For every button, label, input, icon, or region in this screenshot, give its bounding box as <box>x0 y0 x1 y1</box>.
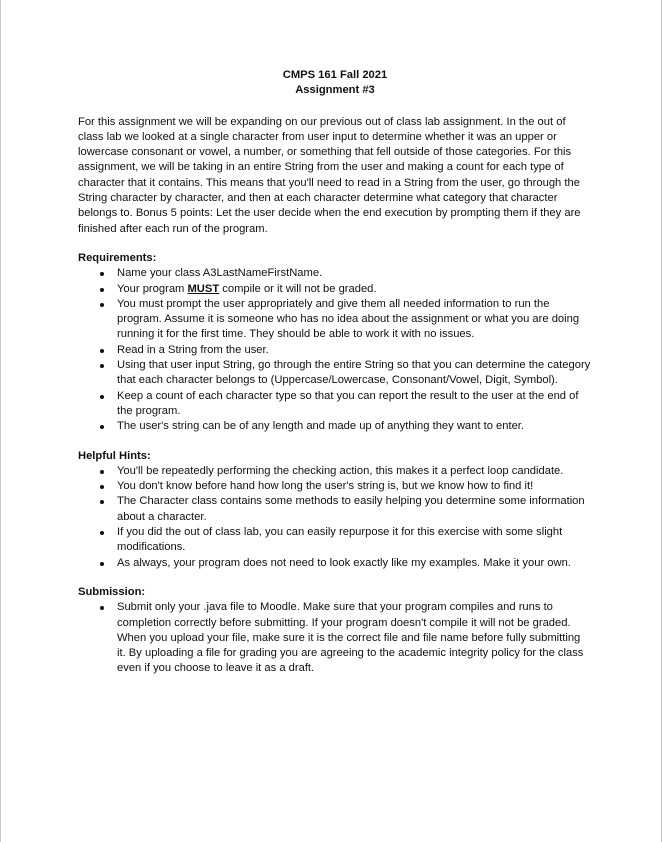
list-item: You must prompt the user appropriately and give them all needed information to run the program. Assume it is someone who has no idea about the assignment or what you are doing running it for the first time. They should be able to work it with no issues. <box>78 297 592 343</box>
list-item <box>78 282 592 297</box>
list-item: You don't know before hand how long the user's string is, but we know how to find it! <box>78 479 592 494</box>
list-item: Read in a String from the user. <box>78 343 592 358</box>
list-item: Using that user input String, go through the entire String so that you can determine the category that each character belongs to (Uppercase/Lowercase, Consonant/Vowel, Digit, Symbol). <box>78 358 592 389</box>
emphasis-must: MUST <box>187 282 220 295</box>
intro-paragraph: For this assignment we will be expanding on our previous out of class lab assignment. In the out of class lab we looked at a single character from user input to determine whether it was an upper or lowercase consonant or vowel, a number, or something that fell outside of those categories. For this assignment, we will be taking in an entire String from the user and making a count for each type of character that it contains. This means that you'll need to read in a String from the user, go through the String character by character, and then at each character determine what category that character belongs to. Bonus 5 points: Let the user decide when the end execution by prompting them if they are finished after each run of the program. <box>78 115 581 235</box>
submission-list <box>78 600 592 676</box>
submission-section <box>78 585 592 677</box>
list-item: The Character class contains some methods to easily helping you determine some information about a character. <box>78 494 592 525</box>
requirements-list <box>78 266 592 434</box>
hints-heading: Helpful Hints: <box>78 449 151 462</box>
list-item-text: compile or it will not be graded. <box>219 282 377 295</box>
hints-list <box>78 464 592 571</box>
list-item: The user's string can be of any length and made up of anything they want to enter. <box>78 419 592 434</box>
list-item: Name your class A3LastNameFirstName. <box>78 266 592 281</box>
list-item: As always, your program does not need to look exactly like my examples. Make it your own. <box>78 556 592 571</box>
assignment-title: Assignment #3 <box>295 84 375 97</box>
list-item-text: Your program <box>117 282 188 295</box>
requirements-section <box>78 251 592 435</box>
submission-heading: Submission: <box>78 585 146 598</box>
list-item: Keep a count of each character type so that you can report the result to the user at the end of the program. <box>78 389 592 420</box>
hints-section <box>78 449 592 571</box>
list-item: If you did the out of class lab, you can easily repurpose it for this exercise with some slight modifications. <box>78 525 592 556</box>
list-item: Submit only your .java file to Moodle. Make sure that your program compiles and runs to completion correctly before submitting. If your program doesn't compile it will not be graded. When you upload your file, make sure it is the correct file and file name before fully submitting it. By uploading a file for grading you are agreeing to the academic integrity policy for the class even if you choose to leave it as a draft. <box>78 600 592 676</box>
requirements-heading: Requirements: <box>78 251 157 264</box>
course-title: CMPS 161 Fall 2021 <box>282 69 388 81</box>
list-item: You'll be repeatedly performing the checking action, this makes it a perfect loop candidate. <box>78 464 592 479</box>
document-content <box>78 68 592 677</box>
